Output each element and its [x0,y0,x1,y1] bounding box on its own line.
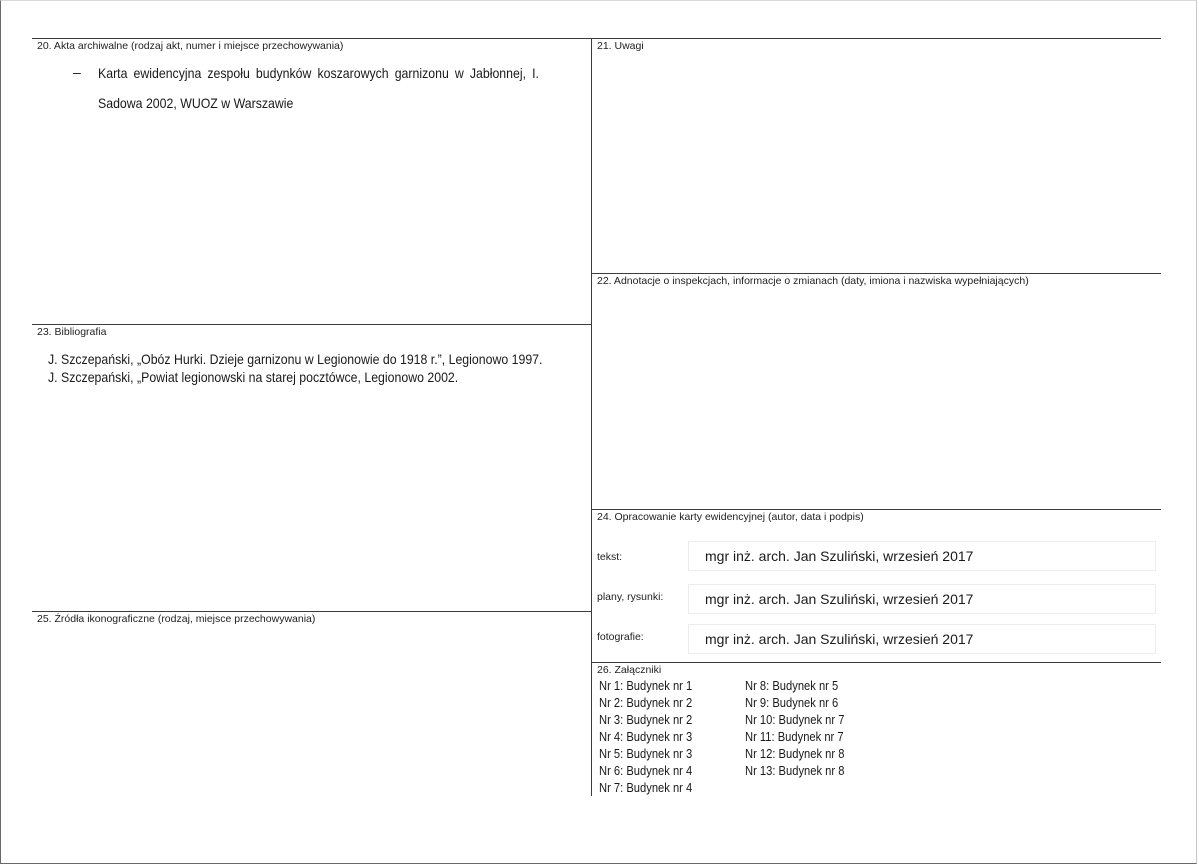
section-20-bullet: – [73,64,81,80]
attachment-item: Nr 4: Budynek nr 3 [599,729,693,744]
attachment-item: Nr 6: Budynek nr 4 [599,763,693,778]
section-20-entry-line1: Karta ewidencyjna zespołu budynków koszarowych garnizonu w Jabłonnej, I. [98,65,539,81]
section-20-label: 20. Akta archiwalne (rodzaj akt, numer i miejsce przechowywania) [37,40,344,52]
attachment-item: Nr 9: Budynek nr 6 [745,695,839,710]
attachment-item: Nr 5: Budynek nr 3 [599,746,693,761]
rule-section-23 [32,324,591,325]
attachment-item: Nr 7: Budynek nr 4 [599,780,693,795]
attachment-item: Nr 13: Budynek nr 8 [745,763,845,778]
section-24-label: 24. Opracowanie karty ewidencyjnej (autor, data i podpis) [597,511,864,523]
section-20-entry-line2: Sadowa 2002, WUOZ w Warszawie [98,95,294,111]
bibliography-entry-1: J. Szczepański, „Obóz Hurki. Dzieje garnizonu w Legionowie do 1918 r.”, Legionowo 1997. [48,351,543,367]
attachment-item: Nr 10: Budynek nr 7 [745,712,845,727]
top-rule-left [32,38,591,39]
attachment-item: Nr 11: Budynek nr 7 [745,729,844,744]
attachment-item: Nr 2: Budynek nr 2 [599,695,693,710]
rule-section-22 [592,273,1161,274]
signature-row-photos-value: mgr inż. arch. Jan Szuliński, wrzesień 2017 [688,624,1156,654]
signature-row-drawings-value: mgr inż. arch. Jan Szuliński, wrzesień 2017 [688,584,1156,614]
signature-row-drawings-label: plany, rysunki: [597,591,664,603]
attachment-item: Nr 1: Budynek nr 1 [599,678,693,693]
rule-section-25 [32,611,591,612]
attachment-item: Nr 8: Budynek nr 5 [745,678,839,693]
signature-row-text-value: mgr inż. arch. Jan Szuliński, wrzesień 2017 [688,541,1156,571]
rule-section-24 [592,509,1161,510]
section-22-label: 22. Adnotacje o inspekcjach, informacje o zmianach (daty, imiona i nazwiska wypełniających) [597,275,1029,287]
bibliography-entry-2: J. Szczepański, „Powiat legionowski na starej pocztówce, Legionowo 2002. [48,369,459,385]
section-25-label: 25. Źródła ikonograficzne (rodzaj, miejsce przechowywania) [37,613,316,625]
attachment-item: Nr 3: Budynek nr 2 [599,712,693,727]
section-26-label: 26. Załączniki [597,664,662,676]
attachments-column-2 [745,677,861,779]
attachment-item: Nr 12: Budynek nr 8 [745,746,845,761]
rule-section-26 [592,662,1161,663]
signature-row-text-label: tekst: [597,551,623,563]
signature-row-photos-label: fotografie: [597,631,644,643]
section-23-label: 23. Bibliografia [37,326,107,338]
section-21-label: 21. Uwagi [597,40,644,52]
center-divider [591,38,592,796]
attachments-column-1 [599,677,707,796]
top-rule-right [592,38,1161,39]
